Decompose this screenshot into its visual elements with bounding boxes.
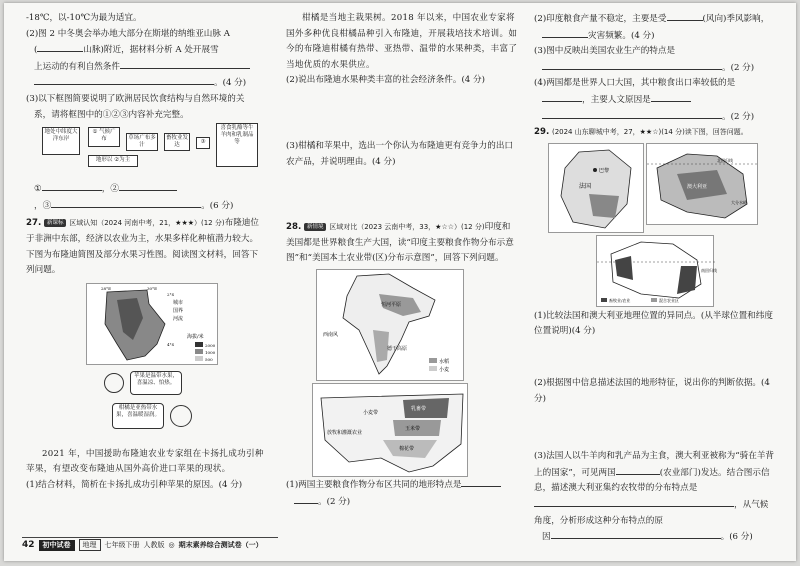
footer-dot-icon: ◎ [168,541,175,549]
page-footer [22,539,282,551]
answer-blank[interactable] [551,529,721,539]
subject-label: 地理 [79,539,101,551]
question-29: 29. (2024 山东聊城中考，27，★★☆)(14 分)读下图，回答问题。 [534,127,748,138]
usa-map [312,383,468,477]
svg-text:国界: 国界 [173,307,184,314]
burundi-map [86,283,218,365]
answer-blank[interactable] [461,477,501,487]
question-27-1: (1)结合材料，简析在卡扬扎成功引种苹果的原因。(4 分) [26,479,243,490]
svg-text:北回归线: 北回归线 [717,157,733,163]
grade-label: 七年级下册 [104,541,140,549]
series-badge: 初中试卷 [39,540,75,551]
svg-text:2000: 2000 [205,342,216,348]
svg-text:城市: 城市 [173,299,184,306]
answer-blank[interactable] [542,60,722,70]
australia-farming-map [596,235,717,307]
question-27-3: (3)柑橘和苹果中，选出一个你认为布隆迪更有竞争力的出口农产品，并说明理由。(4 分) [286,140,514,167]
orange-icon [170,405,192,427]
test-title: 期末素养综合测试卷（一） [178,541,263,549]
svg-text:玉米带: 玉米带 [405,425,421,432]
svg-text:澳大利亚: 澳大利亚 [687,183,708,190]
flow-diagram: 地处中纬度大洋东岸 ① 气候广布 草场广布多汁 畜牧业发达 ③ 喜食乳酪等牛羊肉和乳制品等 地形以 ②为主 [26,123,266,181]
question-27: 27. 新课标 区域认知（2024 河南中考，21，★★★）(12 分)布隆迪位于非洲中东部，经济以农业为主，水果多样化种植潜力较大。下图为布隆迪简图及部分水果习性图。阅读图文材料，回答下列问题。 [26,218,259,276]
svg-text:4°S: 4°S [167,341,175,347]
figure-france-australia [534,141,774,309]
figure-burundi: 城市 国界 河流 海拔/米 2000 1000 500 28°E 30°E 2°S 4°S 苹果是温带水果，喜温凉、怕热。 柑橘是亚热带水果，喜温暖湿润。 [26,279,266,447]
question-3: (3)以下框图简要说明了欧洲居民饮食结构与自然环境的关 [26,93,245,104]
apple-icon [104,373,124,393]
svg-text:水稻: 水稻 [439,358,450,365]
answer-blank[interactable] [667,11,703,21]
svg-text:1000: 1000 [205,349,216,355]
footer-divider [22,537,278,538]
svg-text:恒河平原: 恒河平原 [381,301,402,308]
india-map [316,269,464,381]
answer-blank[interactable] [294,494,318,504]
question-29-3: (3)法国人以牛羊肉和乳产品为主食，澳大利亚被称为“骑在羊背上的国家”，可见两国 (农业部门)发达。结合图示信息，描述澳大利亚集约农牧带的分布特点是，从气候角度，分析形成这种分布特点的原 [534,451,775,526]
answer-blank[interactable] [616,465,660,475]
svg-text:大分水岭: 大分水岭 [731,199,747,205]
australia-climate-map [646,143,758,225]
answer-blank[interactable] [119,181,177,191]
figure-india-usa [286,267,518,477]
svg-text:棉花带: 棉花带 [399,445,415,452]
svg-text:28°E: 28°E [101,285,112,291]
column-right: (2)印度粮食产量不稳定，主要是受 (风向)季风影响， 灾害频繁。(4 分) (3)图中反映出美国农业生产的特点是 。(2 分) (4)两国都是世界人口大国，其中粮食出口率较低的是 ，主要人文原因是 。(2 分) 29. (2024 山东聊城中考，27，★★☆)(14 分)读下图，回答问题。 巴黎 法国 北回归线 澳大利亚 大分水岭 畜牧业/农业 混合农业区 南回归线 (1)比较法国和澳大利亚地理位置的异同点。(从半球位置和纬度位置说明)(4 分) (2)根据图中信息描述法国的地形特征，说出你的判断依据。(4 分) (3)法国人以牛羊肉和乳产品为主食，澳大利亚被称为“骑在羊背上的国家”，可见两国 (农业部门)发达。结合图示信息，描述澳大利亚集约农牧带的分布特点是，从气候角度，分析形成这种分布特点的原 因 。(6 分) [534,11,774,546]
svg-text:500: 500 [205,356,213,362]
svg-text:小麦带: 小麦带 [363,409,379,416]
question-29-1: (1)比较法国和澳大利亚地理位置的异同点。(从半球位置和纬度位置说明)(4 分) [534,310,773,337]
question-27-2: (2)图 2 中冬奥会举办地大部分在斯堪的纳维亚山脉 A [26,28,230,39]
answer-blank[interactable] [542,92,582,102]
svg-text:南回归线: 南回归线 [701,267,717,273]
svg-text:畜牧业/农业: 畜牧业/农业 [609,297,631,303]
svg-text:30°E: 30°E [147,285,158,291]
svg-text:德干高原: 德干高原 [387,345,408,352]
answer-blank[interactable] [51,198,201,208]
svg-text:乳畜带: 乳畜带 [411,405,427,412]
svg-text:西南风: 西南风 [323,331,339,338]
answer-blank[interactable] [534,497,734,507]
answer-blank[interactable] [542,109,722,119]
text-line: -18℃，以-10℃为最为适宜。 [26,13,142,23]
question-27-2b: (2)说出布隆迪水果种类丰富的社会经济条件。(4 分) [286,75,485,86]
svg-text:巴黎: 巴黎 [599,167,610,174]
edition-label: 人教版 [143,541,165,549]
svg-text:河流: 河流 [173,315,184,322]
question-28: 28. 新情境 区域对比（2023 云南中考，33，★☆☆）(12 分)印度和美国都是世界粮食生产大国，读“印度主要粮食作物分布示意图”和“美国本土农业带(区)分布示意图”，回答下列问题。 [286,222,514,264]
svg-text:放牧和灌溉农业: 放牧和灌溉农业 [327,429,363,436]
answer-blank[interactable] [651,92,691,102]
page-number: 42 [22,540,35,550]
svg-text:混合农业区: 混合农业区 [659,297,679,303]
exam-page [4,3,796,561]
answer-blank[interactable] [34,75,214,85]
column-left: -18℃，以-10℃为最为适宜。 (2)图 2 中冬奥会举办地大部分在斯堪的纳维亚山脉 A ( 山脉)附近，据材料分析 A 处开展雪 上运动的有利自然条件 。(4 分) (3)以下框图简要说明了欧洲居民饮食结构与自然环境的关 系，请将框图中的①②③内容补充完整。 地处中纬度大洋东岸 ① 气候广布 草场广布多汁 畜牧业发达 ③ 喜食乳酪等牛羊肉和乳制品等 地形以 ②为主 ① ，② ，③ 。(6 分) 27. 新课标 区域认知（2024 河南中考，21，★★★）(12 分)布隆迪位于非洲中东部，经济以农业为主，水果多样化种植潜力较大。下图为布隆迪简图及部分水果习性图。阅读图文材料，回答下列问题。 城市 国界 河流 海拔/米 2000 1000 500 28°E 30°E 2°S 4°S 苹果是温带水果，喜温凉、怕热。 柑橘是亚热带水果，喜温暖湿润。 2021 年，中国援助布隆迪农业专家组在卡扬扎成功引种苹果，有望改变布隆迪从国外高价进口苹果的现状。 (1)结合材料，简析在卡扬扎成功引种苹果的原因。(4 分) [26,11,266,494]
france-map [548,143,644,233]
question-29-2: (2)根据图中信息描述法国的地形特征，说出你的判断依据。(4 分) [534,377,770,404]
answer-blank[interactable] [42,181,102,191]
answer-blank[interactable] [120,59,250,69]
svg-text:2°S: 2°S [167,291,175,297]
column-middle: 柑橘是当地主栽果树。2018 年以来，中国农业专家将国外多种优良柑橘品种引入布隆迪，开展栽培技术培训。如今的布隆迪柑橘有热带、亚热带、温带的水果种类，丰富了当地优质的水果供应。 (2)说出布隆迪水果种类丰富的社会经济条件。(4 分) (3)柑橘和苹果中，选出一个你认为布隆迪更有竞争力的出口农产品，并说明理由。(4 分) 28. 新情境 区域对比（2023 云南中考，33，★☆☆）(12 分)印度和美国都是世界粮食生产大国，读“印度主要粮食作物分布示意图”和“美国本土农业带(区)分布示意图”，回答下列问题。 德干高原 恒河平原 西南风 水稻 小麦 乳畜带 玉米带 棉花带 小麦带 放牧和灌溉农业 (1)两国主要粮食作物分布区共同的地形特点是 。(2 分) [286,13,518,507]
question-28-1: (1)两国主要粮食作物分布区共同的地形特点是 [286,477,518,494]
svg-text:海拔/米: 海拔/米 [187,333,204,340]
answer-blank[interactable] [37,42,83,52]
svg-text:法国: 法国 [579,182,592,190]
svg-text:小麦: 小麦 [439,366,450,373]
answer-blank[interactable] [542,28,588,38]
